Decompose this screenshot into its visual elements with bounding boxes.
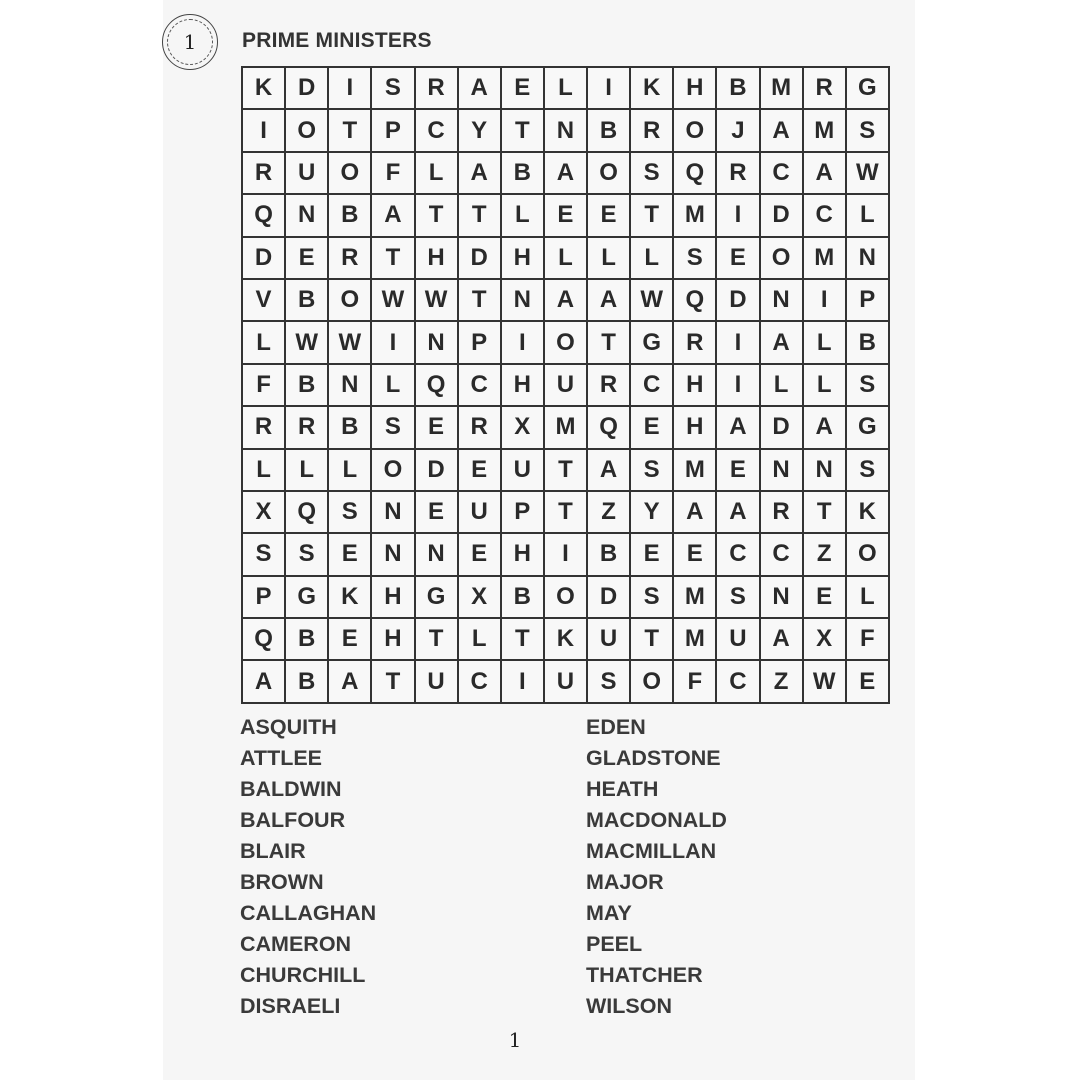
grid-cell[interactable]: A [545, 280, 588, 322]
word-list-item: CAMERON [240, 932, 352, 956]
grid-cell[interactable]: D [717, 280, 760, 322]
grid-cell[interactable]: E [847, 661, 890, 703]
grid-cell[interactable]: K [243, 68, 286, 110]
grid-cell[interactable]: T [459, 195, 502, 237]
grid-cell[interactable]: H [674, 407, 717, 449]
grid-cell[interactable]: X [243, 492, 286, 534]
grid-cell[interactable]: I [588, 68, 631, 110]
grid-cell[interactable]: N [372, 534, 415, 576]
grid-cell[interactable]: B [502, 153, 545, 195]
grid-cell[interactable]: L [761, 365, 804, 407]
grid-cell[interactable]: Q [674, 153, 717, 195]
grid-cell[interactable]: R [631, 110, 674, 152]
grid-cell[interactable]: A [717, 407, 760, 449]
grid-cell[interactable]: E [329, 534, 372, 576]
grid-cell[interactable]: D [588, 577, 631, 619]
grid-cell[interactable]: B [286, 661, 329, 703]
grid-cell[interactable]: K [329, 577, 372, 619]
grid-cell[interactable]: W [286, 322, 329, 364]
grid-cell[interactable]: H [372, 619, 415, 661]
word-list-item: EDEN [586, 715, 646, 739]
grid-cell[interactable]: R [329, 238, 372, 280]
grid-cell[interactable]: O [631, 661, 674, 703]
grid-cell[interactable]: E [631, 407, 674, 449]
grid-cell[interactable]: A [804, 153, 847, 195]
grid-cell[interactable]: S [372, 68, 415, 110]
grid-cell[interactable]: A [717, 492, 760, 534]
grid-cell[interactable]: S [631, 450, 674, 492]
grid-cell[interactable]: T [329, 110, 372, 152]
word-list-item: CHURCHILL [240, 963, 366, 987]
grid-cell[interactable]: Q [243, 195, 286, 237]
grid-cell[interactable]: A [588, 280, 631, 322]
grid-cell[interactable]: U [502, 450, 545, 492]
grid-cell[interactable]: A [372, 195, 415, 237]
grid-cell[interactable]: P [372, 110, 415, 152]
grid-cell[interactable]: B [329, 195, 372, 237]
word-list-column-2 [586, 712, 727, 1022]
grid-cell[interactable]: G [847, 68, 890, 110]
grid-cell[interactable]: W [372, 280, 415, 322]
word-list-item: DISRAELI [240, 994, 341, 1018]
grid-cell[interactable]: W [329, 322, 372, 364]
grid-cell[interactable]: A [761, 322, 804, 364]
grid-cell[interactable]: G [416, 577, 459, 619]
word-list-item: PEEL [586, 932, 643, 956]
grid-cell[interactable]: T [416, 619, 459, 661]
grid-cell[interactable]: T [588, 322, 631, 364]
grid-cell[interactable]: Q [416, 365, 459, 407]
grid-cell[interactable]: M [674, 577, 717, 619]
grid-cell[interactable]: B [502, 577, 545, 619]
grid-cell[interactable]: W [804, 661, 847, 703]
grid-cell[interactable]: E [416, 492, 459, 534]
grid-cell[interactable]: U [416, 661, 459, 703]
grid-cell[interactable]: M [674, 195, 717, 237]
grid-cell[interactable]: M [674, 619, 717, 661]
grid-cell[interactable]: C [459, 661, 502, 703]
grid-cell[interactable]: E [329, 619, 372, 661]
grid-cell[interactable]: W [631, 280, 674, 322]
grid-cell[interactable]: C [761, 534, 804, 576]
grid-cell[interactable]: V [243, 280, 286, 322]
grid-cell[interactable]: H [372, 577, 415, 619]
grid-cell[interactable]: P [243, 577, 286, 619]
grid-cell[interactable]: A [459, 68, 502, 110]
word-list-item: GLADSTONE [586, 746, 721, 770]
grid-cell[interactable]: K [545, 619, 588, 661]
grid-cell[interactable]: O [545, 577, 588, 619]
grid-cell[interactable]: L [804, 365, 847, 407]
grid-cell[interactable]: P [847, 280, 890, 322]
grid-cell[interactable]: Q [286, 492, 329, 534]
grid-cell[interactable]: Z [804, 534, 847, 576]
grid-cell[interactable]: D [286, 68, 329, 110]
grid-cell[interactable]: C [631, 365, 674, 407]
grid-cell[interactable]: T [631, 195, 674, 237]
grid-cell[interactable]: U [588, 619, 631, 661]
grid-cell[interactable]: B [286, 280, 329, 322]
grid-cell[interactable]: M [674, 450, 717, 492]
grid-cell[interactable]: L [588, 238, 631, 280]
grid-cell[interactable]: E [804, 577, 847, 619]
grid-cell[interactable]: A [588, 450, 631, 492]
grid-cell[interactable]: O [847, 534, 890, 576]
grid-cell[interactable]: A [459, 153, 502, 195]
grid-cell[interactable]: F [372, 153, 415, 195]
grid-cell[interactable]: T [459, 280, 502, 322]
grid-cell[interactable]: G [286, 577, 329, 619]
word-list-item: BALFOUR [240, 808, 346, 832]
grid-cell[interactable]: N [372, 492, 415, 534]
grid-cell[interactable]: O [372, 450, 415, 492]
grid-cell[interactable]: M [761, 68, 804, 110]
grid-cell[interactable]: S [717, 577, 760, 619]
grid-cell[interactable]: H [502, 365, 545, 407]
grid-cell[interactable]: B [286, 619, 329, 661]
grid-cell[interactable]: T [631, 619, 674, 661]
grid-cell[interactable]: S [847, 110, 890, 152]
grid-cell[interactable]: R [243, 153, 286, 195]
grid-cell[interactable]: N [804, 450, 847, 492]
grid-cell[interactable]: K [631, 68, 674, 110]
grid-cell[interactable]: G [847, 407, 890, 449]
grid-cell[interactable]: T [545, 492, 588, 534]
grid-cell[interactable]: E [631, 534, 674, 576]
grid-cell[interactable]: K [847, 492, 890, 534]
word-list-item: MAJOR [586, 870, 664, 894]
grid-cell[interactable]: D [243, 238, 286, 280]
grid-cell[interactable]: B [588, 110, 631, 152]
grid-cell[interactable]: R [804, 68, 847, 110]
grid-cell[interactable]: L [243, 322, 286, 364]
grid-cell[interactable]: U [459, 492, 502, 534]
grid-cell[interactable]: Q [674, 280, 717, 322]
grid-cell[interactable]: P [459, 322, 502, 364]
grid-cell[interactable]: F [243, 365, 286, 407]
grid-cell[interactable]: A [243, 661, 286, 703]
grid-cell[interactable]: S [588, 661, 631, 703]
grid-cell[interactable]: E [502, 68, 545, 110]
grid-cell[interactable]: B [286, 365, 329, 407]
grid-cell[interactable]: E [459, 534, 502, 576]
grid-cell[interactable]: C [804, 195, 847, 237]
grid-cell[interactable]: T [416, 195, 459, 237]
grid-cell[interactable]: G [631, 322, 674, 364]
grid-cell[interactable]: E [588, 195, 631, 237]
grid-cell[interactable]: O [545, 322, 588, 364]
grid-cell[interactable]: D [459, 238, 502, 280]
grid-cell[interactable]: X [502, 407, 545, 449]
grid-cell[interactable]: B [329, 407, 372, 449]
grid-cell[interactable]: H [674, 365, 717, 407]
grid-cell[interactable]: D [416, 450, 459, 492]
grid-cell[interactable]: S [286, 534, 329, 576]
grid-cell[interactable]: I [243, 110, 286, 152]
grid-cell[interactable]: A [804, 407, 847, 449]
grid-cell[interactable]: S [243, 534, 286, 576]
word-list-item: MAY [586, 901, 632, 925]
grid-cell[interactable]: R [459, 407, 502, 449]
grid-cell[interactable]: H [674, 68, 717, 110]
grid-cell[interactable]: L [631, 238, 674, 280]
word-list-item: MACMILLAN [586, 839, 717, 863]
word-list-item: WILSON [586, 994, 672, 1018]
grid-cell[interactable]: L [545, 68, 588, 110]
puzzle-title: PRIME MINISTERS [242, 29, 432, 52]
grid-cell[interactable]: M [804, 238, 847, 280]
grid-cell[interactable]: L [847, 195, 890, 237]
grid-cell[interactable]: L [847, 577, 890, 619]
grid-cell[interactable]: Q [588, 407, 631, 449]
grid-cell[interactable]: Z [761, 661, 804, 703]
grid-cell[interactable]: E [545, 195, 588, 237]
grid-cell[interactable]: M [804, 110, 847, 152]
grid-cell[interactable]: E [674, 534, 717, 576]
grid-cell[interactable]: H [502, 238, 545, 280]
grid-cell[interactable]: S [847, 365, 890, 407]
grid-cell[interactable]: N [416, 322, 459, 364]
grid-cell[interactable]: N [847, 238, 890, 280]
grid-cell[interactable]: O [588, 153, 631, 195]
grid-cell[interactable]: X [459, 577, 502, 619]
grid-cell[interactable]: R [717, 153, 760, 195]
word-list-item: MACDONALD [586, 808, 727, 832]
grid-cell[interactable]: S [329, 492, 372, 534]
grid-cell[interactable]: L [243, 450, 286, 492]
grid-cell[interactable]: O [674, 110, 717, 152]
grid-cell[interactable]: O [286, 110, 329, 152]
grid-cell[interactable]: R [588, 365, 631, 407]
grid-cell[interactable]: T [545, 450, 588, 492]
grid-cell[interactable]: F [674, 661, 717, 703]
grid-cell[interactable]: E [286, 238, 329, 280]
grid-cell[interactable]: C [717, 661, 760, 703]
grid-cell[interactable]: L [545, 238, 588, 280]
grid-cell[interactable]: I [545, 534, 588, 576]
right-margin [915, 0, 1080, 1080]
word-list-column-1 [240, 712, 376, 1022]
grid-cell[interactable]: D [761, 195, 804, 237]
grid-cell[interactable]: R [243, 407, 286, 449]
grid-cell[interactable]: S [631, 577, 674, 619]
grid-cell[interactable]: N [761, 280, 804, 322]
grid-cell[interactable]: R [416, 68, 459, 110]
grid-cell[interactable]: L [286, 450, 329, 492]
grid-cell[interactable]: O [761, 238, 804, 280]
word-list-item: THATCHER [586, 963, 703, 987]
grid-cell[interactable]: E [717, 238, 760, 280]
grid-cell[interactable]: N [416, 534, 459, 576]
grid-cell[interactable]: B [847, 322, 890, 364]
grid-cell[interactable]: L [372, 365, 415, 407]
word-list-item: ASQUITH [240, 715, 337, 739]
grid-cell[interactable]: O [329, 280, 372, 322]
grid-cell[interactable]: W [847, 153, 890, 195]
word-list-item: BROWN [240, 870, 324, 894]
word-list-item: ATTLEE [240, 746, 323, 770]
grid-cell[interactable]: Z [588, 492, 631, 534]
grid-cell[interactable]: M [545, 407, 588, 449]
grid-cell[interactable]: T [502, 619, 545, 661]
grid-cell[interactable]: B [588, 534, 631, 576]
left-margin [0, 0, 163, 1080]
word-list-item: CALLAGHAN [240, 901, 377, 925]
grid-cell[interactable]: E [717, 450, 760, 492]
grid-cell[interactable]: N [545, 110, 588, 152]
grid-cell[interactable]: R [761, 492, 804, 534]
grid-cell[interactable]: X [804, 619, 847, 661]
grid-cell[interactable]: U [286, 153, 329, 195]
grid-cell[interactable]: N [502, 280, 545, 322]
grid-cell[interactable]: I [717, 322, 760, 364]
grid-cell[interactable]: L [502, 195, 545, 237]
grid-cell[interactable]: A [761, 110, 804, 152]
grid-cell[interactable]: S [674, 238, 717, 280]
grid-cell[interactable]: S [372, 407, 415, 449]
grid-cell[interactable]: N [761, 577, 804, 619]
grid-cell[interactable]: A [545, 153, 588, 195]
grid-cell[interactable]: L [459, 619, 502, 661]
grid-cell[interactable]: U [545, 661, 588, 703]
grid-cell[interactable]: B [717, 68, 760, 110]
grid-cell[interactable]: F [847, 619, 890, 661]
grid-cell[interactable]: T [372, 238, 415, 280]
grid-cell[interactable]: Y [631, 492, 674, 534]
grid-cell[interactable]: I [804, 280, 847, 322]
grid-cell[interactable]: J [717, 110, 760, 152]
grid-cell[interactable]: E [459, 450, 502, 492]
grid-cell[interactable]: W [416, 280, 459, 322]
word-list-item: BLAIR [240, 839, 306, 863]
grid-cell[interactable]: I [372, 322, 415, 364]
grid-cell[interactable]: A [674, 492, 717, 534]
grid-cell[interactable]: I [717, 195, 760, 237]
grid-cell[interactable]: L [416, 153, 459, 195]
grid-cell[interactable]: I [717, 365, 760, 407]
grid-cell[interactable]: P [502, 492, 545, 534]
grid-cell[interactable]: Y [459, 110, 502, 152]
grid-cell[interactable]: H [416, 238, 459, 280]
grid-cell[interactable]: R [674, 322, 717, 364]
grid-cell[interactable]: I [329, 68, 372, 110]
grid-cell[interactable]: T [372, 661, 415, 703]
grid-cell[interactable]: L [804, 322, 847, 364]
grid-cell[interactable]: I [502, 661, 545, 703]
grid-cell[interactable]: R [286, 407, 329, 449]
word-list-item: BALDWIN [240, 777, 342, 801]
grid-cell[interactable]: N [761, 450, 804, 492]
grid-cell[interactable]: S [847, 450, 890, 492]
grid-cell[interactable]: A [329, 661, 372, 703]
grid-cell[interactable]: U [545, 365, 588, 407]
puzzle-number: 1 [167, 19, 213, 65]
grid-cell[interactable]: A [761, 619, 804, 661]
grid-cell[interactable]: Q [243, 619, 286, 661]
grid-cell[interactable]: D [761, 407, 804, 449]
grid-cell[interactable]: N [286, 195, 329, 237]
grid-cell[interactable]: N [329, 365, 372, 407]
word-search-grid [241, 66, 890, 704]
page-number: 1 [508, 1028, 522, 1052]
grid-cell[interactable]: S [631, 153, 674, 195]
grid-cell[interactable]: U [717, 619, 760, 661]
grid-cell[interactable]: E [416, 407, 459, 449]
grid-cell[interactable]: I [502, 322, 545, 364]
puzzle-number-badge [162, 14, 218, 70]
grid-cell[interactable]: O [329, 153, 372, 195]
grid-cell[interactable]: T [502, 110, 545, 152]
grid-cell[interactable]: H [502, 534, 545, 576]
grid-cell[interactable]: T [804, 492, 847, 534]
grid-cell[interactable]: L [329, 450, 372, 492]
grid-cell[interactable]: C [717, 534, 760, 576]
word-list-item: HEATH [586, 777, 659, 801]
grid-cell[interactable]: C [459, 365, 502, 407]
grid-cell[interactable]: C [416, 110, 459, 152]
grid-cell[interactable]: C [761, 153, 804, 195]
